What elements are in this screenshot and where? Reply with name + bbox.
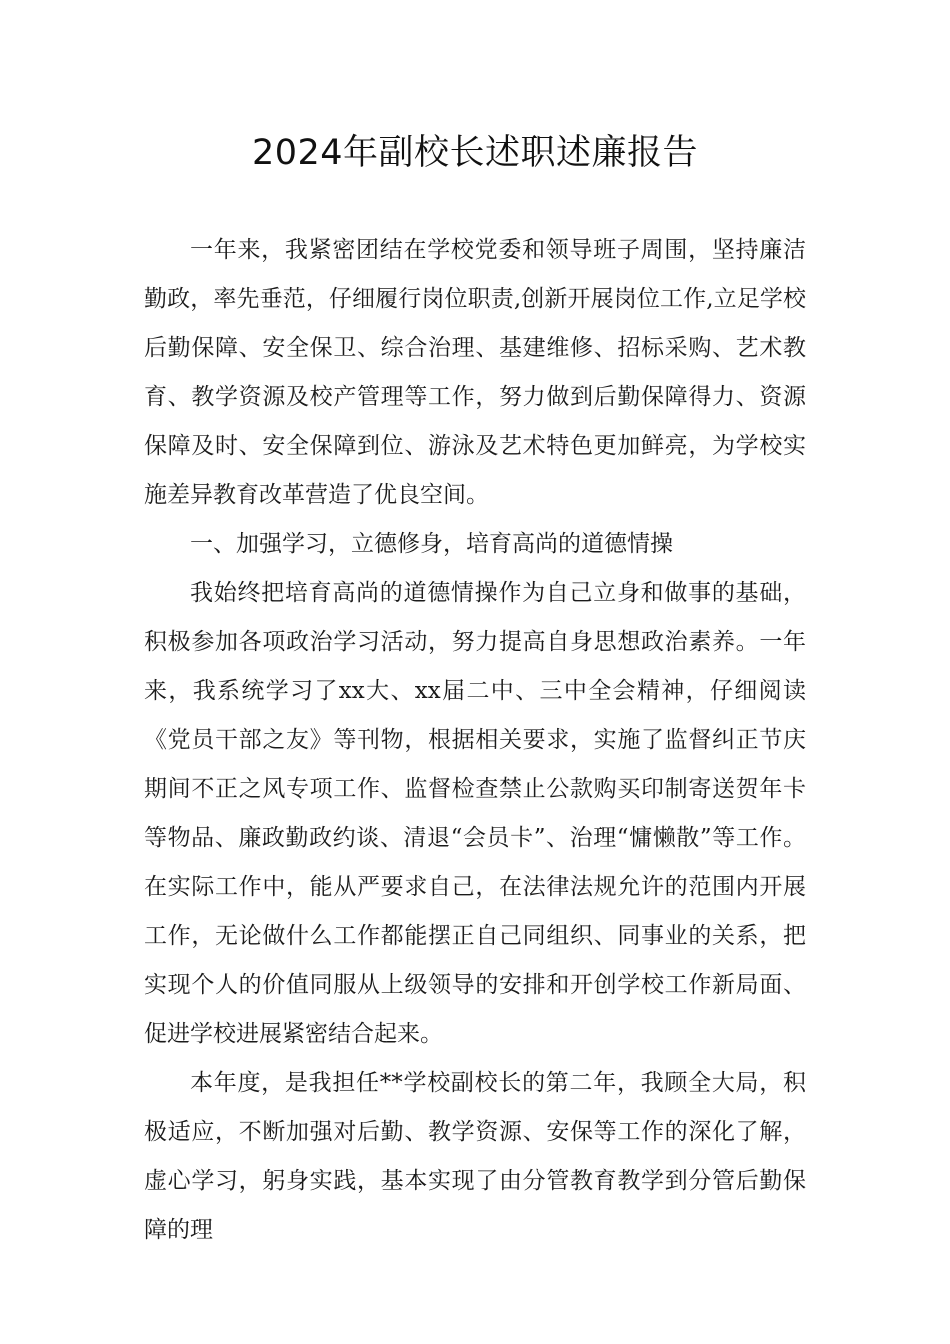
section-heading-1: 一、加强学习，立德修身，培育高尚的道德情操 <box>190 531 673 557</box>
paragraph-year: 本年度，是我担任**学校副校长的第二年，我顾全大局，积极适应，不断加强对后勤、教学资源、安保等工作的深化了解，虚心学习，躬身实践，基本实现了由分管教育教学到分管后勤保障的理 <box>144 1070 806 1243</box>
document-title: 2024年副校长述职述廉报告 <box>251 133 699 173</box>
document-body <box>144 226 806 1255</box>
paragraph-study: 我始终把培育高尚的道德情操作为自己立身和做事的基础，积极参加各项政治学习活动，努力提高自身思想政治素养。一年来，我系统学习了xx大、xx届二中、三中全会精神，仔细阅读《党员干部之友》等刊物，根据相关要求，实施了监督纠正节庆期间不正之风专项工作、监督检查禁止公款购买印制寄送贺年卡等物品、廉政勤政约谈、清退“会员卡”、治理“慵懒散”等工作。在实际工作中，能从严要求自己，在法律法规允许的范围内开展工作，无论做什么工作都能摆正自己同组织、同事业的关系，把实现个人的价值同服从上级领导的安排和开创学校工作新局面、促进学校进展紧密结合起来。 <box>144 580 806 1047</box>
paragraph-intro: 一年来，我紧密团结在学校党委和领导班子周围，坚持廉洁勤政，率先垂范，仔细履行岗位职责,创新开展岗位工作,立足学校后勤保障、安全保卫、综合治理、基建维修、招标采购、艺术教育、教学资源及校产管理等工作，努力做到后勤保障得力、资源保障及时、安全保障到位、游泳及艺术特色更加鲜亮，为学校实施差异教育改革营造了优良空间。 <box>144 237 806 508</box>
